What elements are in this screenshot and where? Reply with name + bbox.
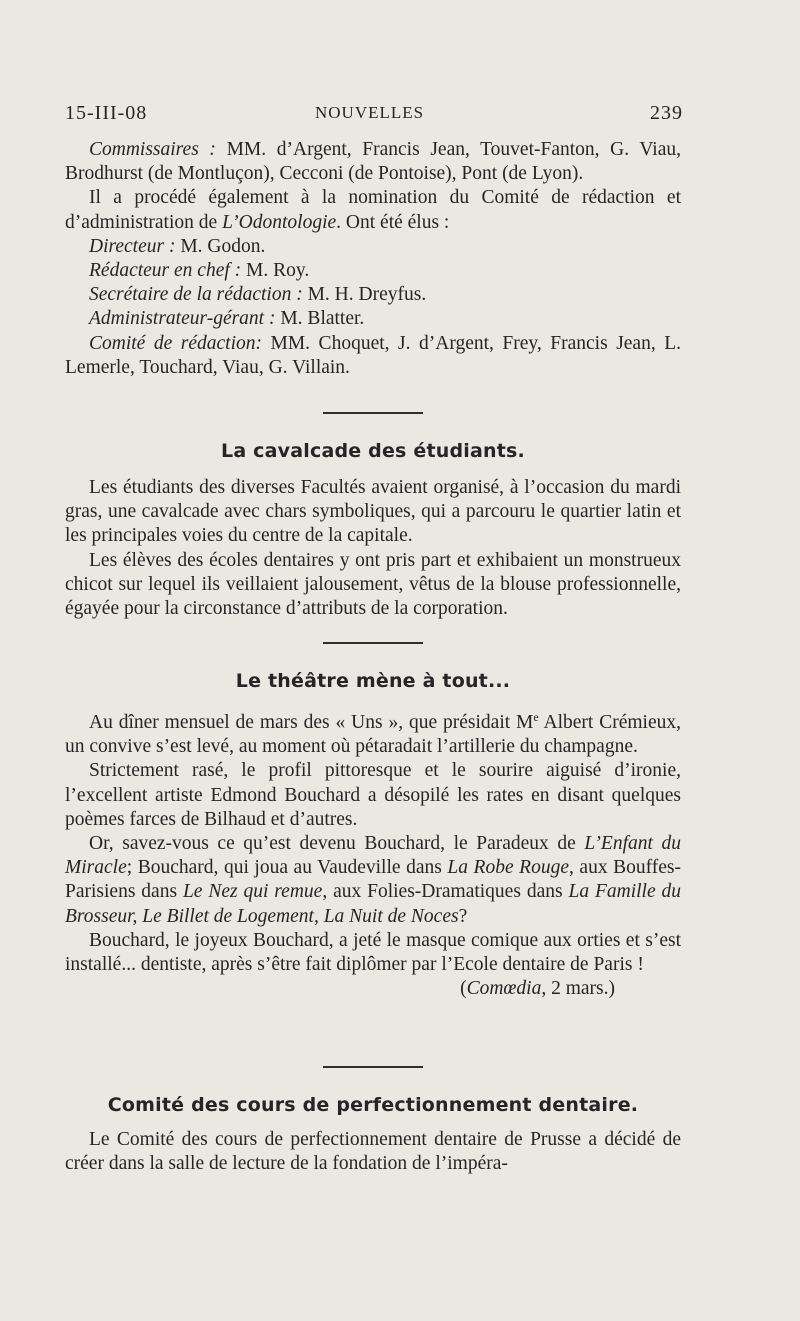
cavalcade-section [65,440,681,462]
nomination-paragraph [65,186,681,234]
theatre-title: Le théâtre mène à tout... [235,670,511,692]
theatre-source [65,977,681,1001]
source-open: ( [460,978,467,1000]
theatre-section [65,670,681,692]
directeur-label: Directeur : [89,235,176,257]
running-header [65,102,683,128]
administrateur-line [65,307,681,331]
nomination-end: . Ont été élus : [336,211,450,233]
secretaire-label: Secrétaire de la rédaction : [89,284,303,306]
p3-title-robe: La Robe Rouge [447,857,569,879]
theatre-paragraph-1 [65,705,681,759]
intro-block [65,138,681,380]
p3-part-a: Or, savez-vous ce qu’est devenu Bouchard, le Paradeux de [89,833,585,855]
comite-paragraph-1: Le Comité des cours de perfectionnement dentaire de Prusse a décidé de créer dans la salle de lecture de la fondation de l’impéra- [65,1129,681,1175]
commissaires-label: Commissaires : [89,139,216,160]
header-page-number: 239 [650,102,683,124]
administrateur-label: Administrateur-gérant : [89,308,276,330]
p3-title-nez: Le Nez qui remue [182,881,323,903]
nomination-text: Il a procédé également à la nomination du Comité de rédaction et d’administration de [65,187,681,233]
divider-3 [65,1066,681,1068]
comite-body [65,1128,681,1176]
comite-title: Comité des cours de perfectionnement dentaire. [107,1094,639,1116]
theatre-paragraph-3 [65,832,681,929]
source-name: Comœdia [466,978,542,1000]
theatre-body [65,705,681,1001]
cavalcade-title: La cavalcade des étudiants. [221,440,525,462]
theatre-p1-text: Au dîner mensuel de mars des « Uns », que présidait M [89,712,534,733]
divider-1 [65,412,681,414]
theatre-p1-text-end: Albert Crémieux, un convive s’est levé, au moment où pétaradait l’artillerie du champagne. [65,712,682,758]
theatre-paragraph-4: Bouchard, le joyeux Bouchard, a jeté le masque comique aux orties et s’est installé... dentiste, après s’être fait diplômer par l’Ecole dentaire de Paris ! [65,929,681,976]
p3-title-famille: La Famille du Brosseur, Le Billet de Logement, La Nuit de Noces [65,881,682,927]
redacteur-label: Rédacteur en chef : [89,260,242,282]
header-date: 15-III-08 [65,102,148,124]
cavalcade-body [65,476,681,621]
cavalcade-paragraph-1: Les étudiants des diverses Facultés avaient organisé, à l’occasion du mardi gras, une cavalcade avec chars symboliques, qui a parcouru le quartier latin et les principales voies du centre de la capitale. [65,477,681,547]
theatre-p1-superscript: e [533,710,539,724]
theatre-paragraph-2: Strictement rasé, le profil pittoresque et le sourire aiguisé d’ironie, l’excellent artiste Edmond Bouchard a désopilé les rates en disant quelques poèmes farces de Bilhaud et d’autres. [65,760,681,830]
directeur-value: M. Godon. [180,235,266,257]
administrateur-value: M. Blatter. [280,308,365,330]
header-section: NOUVELLES [315,103,425,122]
divider-2 [65,642,681,644]
p3-part-c: ; Bouchard, qui joua au Vaudeville dans [126,857,448,879]
comite-redaction-line [65,332,681,380]
secretaire-value: M. H. Dreyfus. [307,284,427,306]
comite-label: Comité de rédaction: [89,332,262,354]
redacteur-line [65,259,681,283]
journal-name: L’Odontologie [222,211,337,233]
commissaires-paragraph [65,138,681,186]
source-rest: , 2 mars.) [541,978,615,1000]
directeur-line [65,235,681,259]
commissaires-text: MM. d’Argent, Francis Jean, Touvet-Fanton, G. Viau, Brodhurst (de Montluçon), Cecconi (de Pontoise), Pont (de Lyon). [65,139,682,185]
cavalcade-paragraph-2: Les élèves des écoles dentaires y ont pris part et exhibaient un monstrueux chicot sur lequel ils veillaient jalousement, vêtus de la blouse professionnelle, égayée pour la circonstance d’attributs de la corporation. [65,549,681,620]
redacteur-value: M. Roy. [246,260,310,282]
secretaire-line [65,283,681,307]
comite-value: MM. Choquet, J. d’Argent, Frey, Francis Jean, L. Lemerle, Touchard, Viau, G. Villain. [65,332,682,378]
p3-part-e: , aux Bouffes-Parisiens dans [65,857,681,903]
comite-section [65,1094,681,1116]
p3-part-i: ? [458,905,468,927]
p3-title-enfant: L’Enfant du Miracle [65,833,681,879]
p3-part-g: , aux Folies-Dramatiques dans [322,881,569,903]
